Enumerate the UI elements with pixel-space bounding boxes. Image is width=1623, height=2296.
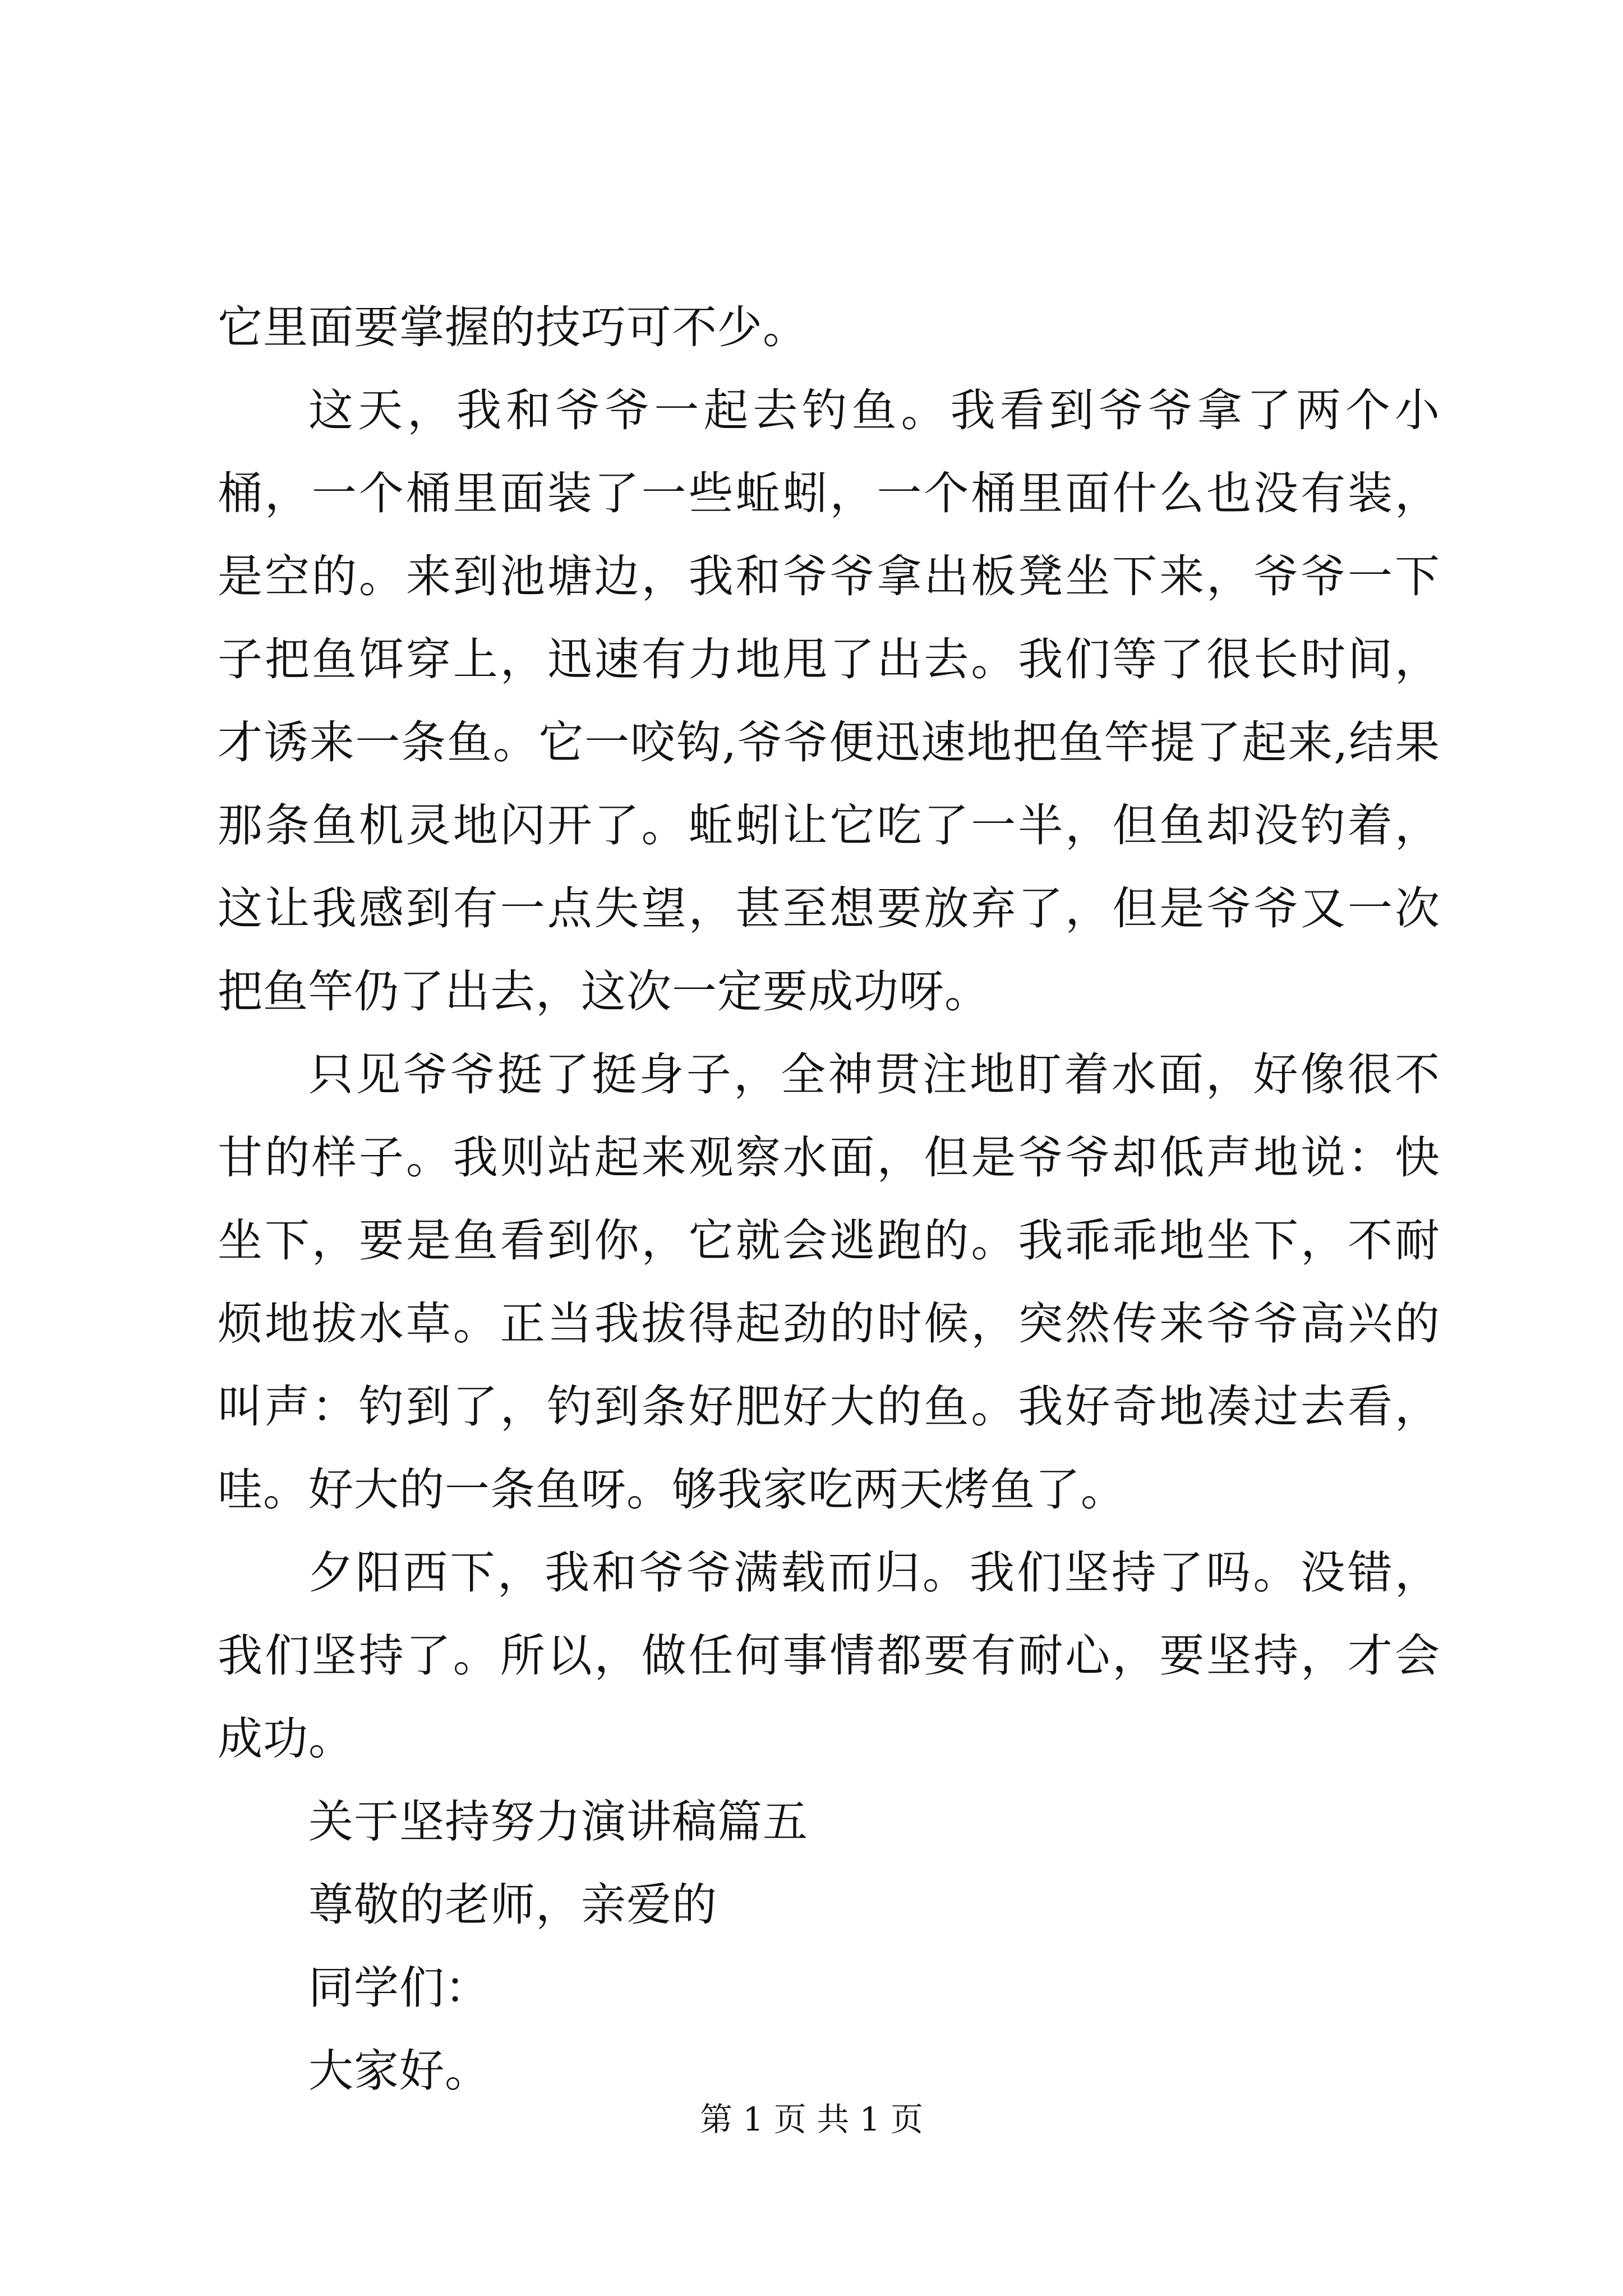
greeting-line: 同学们：	[308, 1962, 490, 2014]
greeting-line: 大家好。	[308, 2045, 490, 2097]
greeting-line: 尊敬的老师，亲爱的	[308, 1879, 717, 1931]
paragraph-fishing-story: 这天，我和爷爷一起去钓鱼。我看到爷爷拿了两个小桶，一个桶里面装了一些蚯蚓，一个桶里面什么也没有装，是空的。来到池塘边，我和爷爷拿出板凳坐下来，爷爷一下子把鱼饵穿上，迅速有力地甩了出去。我们等了很长时间，才诱来一条鱼。它一咬钩,爷爷便迅速地把鱼竿提了起来,结果那条鱼机灵地闪开了。蚯蚓让它吃了一半，但鱼却没钓着，这让我感到有一点失望，甚至想要放弃了，但是爷爷又一次把鱼竿仍了出去，这次一定要成功呀。	[218, 384, 1440, 1018]
section-heading: 关于坚持努力演讲稿篇五	[308, 1796, 808, 1848]
page-number-footer: 第 1 页 共 1 页	[700, 2100, 923, 2138]
document-body	[218, 286, 1440, 2113]
paragraph-conclusion: 夕阳西下，我和爷爷满载而归。我们坚持了吗。没错，我们坚持了。所以，做任何事情都要有耐心，要坚持，才会成功。	[218, 1547, 1440, 1765]
paragraph-catching-fish: 只见爷爷挺了挺身子，全神贯注地盯着水面，好像很不甘的样子。我则站起来观察水面，但是爷爷却低声地说：快坐下，要是鱼看到你，它就会逃跑的。我乖乖地坐下，不耐烦地拔水草。正当我拔得起劲的时候，突然传来爷爷高兴的叫声：钓到了，钓到条好肥好大的鱼。我好奇地凑过去看，哇。好大的一条鱼呀。够我家吃两天烤鱼了。	[218, 1048, 1440, 1516]
paragraph-continuation: 它里面要掌握的技巧可不少。	[218, 301, 808, 353]
